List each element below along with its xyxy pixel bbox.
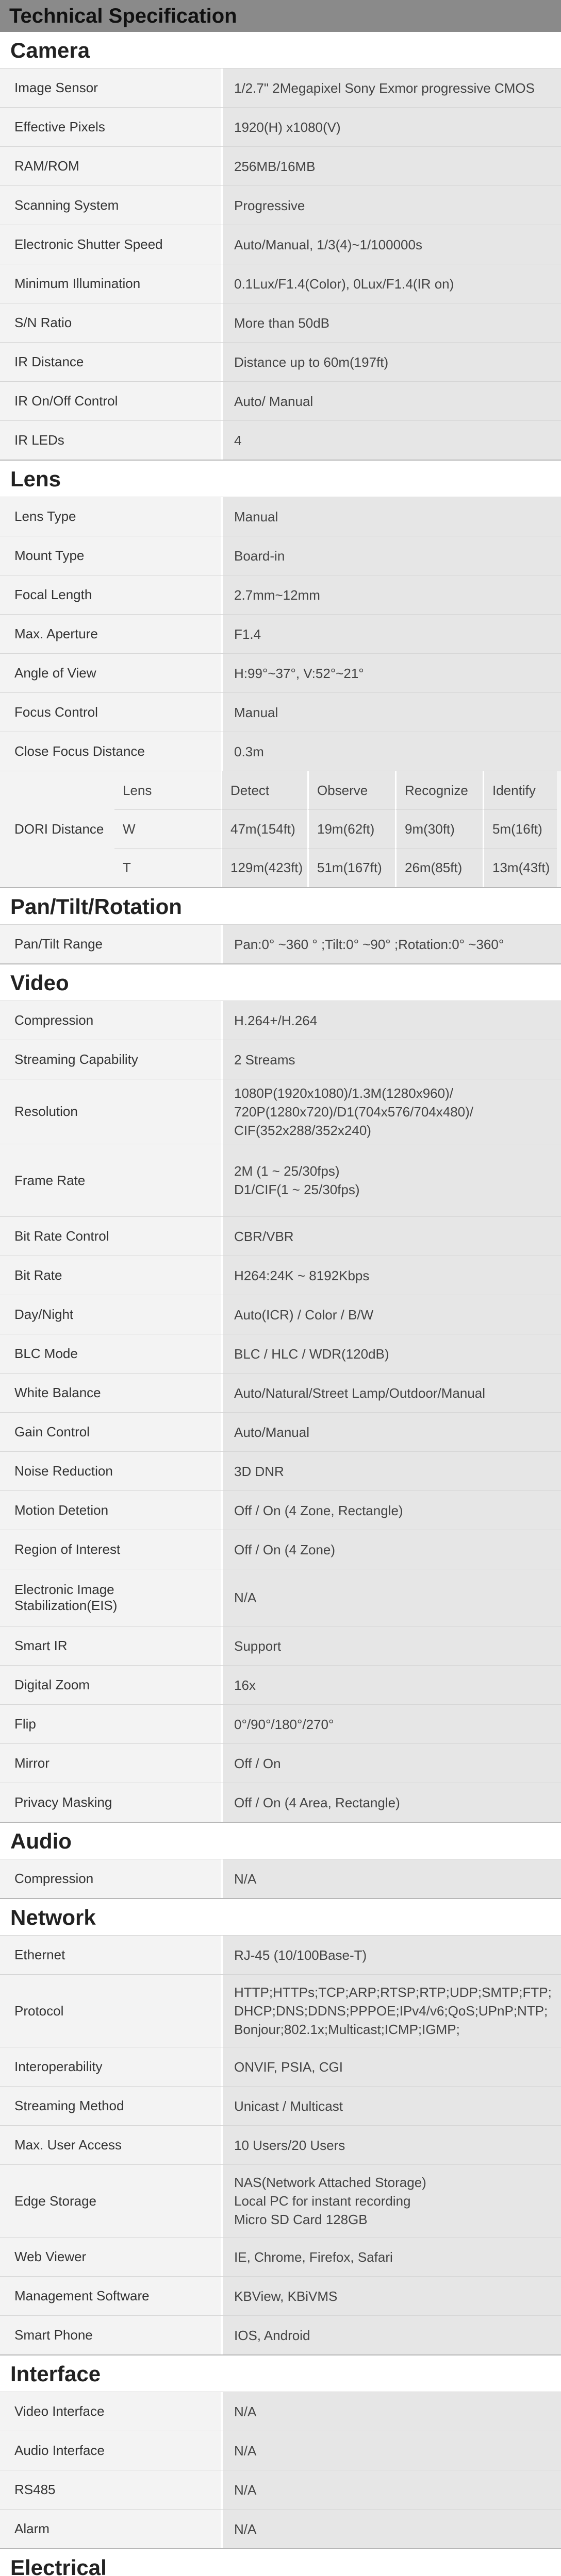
spec-value [221,225,561,264]
spec-row [0,2047,561,2086]
spec-row [0,692,561,732]
spec-row [0,264,561,303]
spec-label: Ethernet [14,1947,65,1962]
spec-value [221,536,561,575]
spec-row [0,1373,561,1412]
spec-label: Region of Interest [14,1541,121,1557]
spec-value-line: Manual [234,509,278,524]
section-header [0,964,561,1001]
spec-value [221,421,561,460]
spec-label: Bit Rate [14,1267,62,1283]
spec-value [221,186,561,225]
dori-cell: W [114,810,221,849]
spec-row [0,2125,561,2164]
page-title: Technical Specification [9,4,237,27]
spec-row [0,2164,561,2237]
spec-value-line: 3D DNR [234,1463,284,1479]
spec-value [221,1569,561,1626]
spec-row [0,2315,561,2354]
spec-label: Streaming Method [14,2098,124,2113]
spec-value-line: F1.4 [234,626,261,642]
spec-label: S/N Ratio [14,315,72,330]
spec-section [0,888,561,964]
spec-row [0,1935,561,1974]
spec-value [221,615,561,653]
dori-header-cell: Identify [483,771,557,810]
spec-label: IR On/Off Control [14,393,118,409]
spec-label: BLC Mode [14,1346,78,1361]
spec-value-line: RJ-45 (10/100Base-T) [234,1947,367,1963]
spec-label: Mount Type [14,548,85,563]
spec-section [0,461,561,888]
section-header [0,32,561,68]
dori-cell: 47m(154ft) [221,810,307,849]
spec-value [221,1705,561,1743]
section-header [0,1899,561,1935]
spec-label: Mirror [14,1755,50,1771]
spec-value-line: Local PC for instant recording [234,2193,411,2209]
spec-value-line: Pan:0° ~360 ° ;Tilt:0° ~90° ;Rotation:0° ~360° [234,936,504,952]
spec-value-line: ONVIF, PSIA, CGI [234,2059,343,2075]
spec-value-line: N/A [234,2443,257,2459]
spec-label: Interoperability [14,2059,103,2074]
spec-container [0,32,561,2576]
section-title: Audio [10,1829,72,1853]
spec-label: Noise Reduction [14,1463,113,1479]
spec-value [221,2238,561,2276]
spec-row [0,1144,561,1216]
spec-value [221,1217,561,1256]
spec-value [221,1001,561,1040]
spec-value [221,693,561,732]
spec-value-line: CBR/VBR [234,1228,294,1244]
spec-value [221,2392,561,2431]
spec-label: Max. User Access [14,2137,122,2153]
spec-value-line: H.264+/H.264 [234,1012,318,1028]
spec-value [221,2316,561,2354]
section-title: Camera [10,38,90,62]
spec-value [221,108,561,146]
spec-label: Pan/Tilt Range [14,936,103,952]
spec-value [221,925,561,963]
spec-section [0,1899,561,2355]
section-header [0,2355,561,2392]
spec-label: Management Software [14,2288,150,2303]
spec-value [221,575,561,614]
spec-value-line: Micro SD Card 128GB [234,2212,368,2227]
spec-label: Bit Rate Control [14,1228,109,1244]
spec-label: Electronic Image Stabilization(EIS) [14,1582,118,1613]
spec-value-line: Auto/Manual [234,1424,309,1440]
spec-value [221,343,561,381]
section-title: Video [10,971,69,995]
spec-value-line: 2M (1 ~ 25/30fps) [234,1163,340,1179]
spec-value [221,2431,561,2470]
spec-row [0,1079,561,1144]
spec-value-line: N/A [234,1871,257,1887]
spec-value [221,1040,561,1079]
spec-row [0,1412,561,1451]
spec-row [0,303,561,342]
spec-label: Angle of View [14,665,96,681]
spec-row [0,1626,561,1665]
spec-value-line: 2.7mm~12mm [234,587,320,603]
spec-value [221,732,561,771]
spec-row [0,1295,561,1334]
spec-row [0,2470,561,2509]
spec-row [0,2237,561,2276]
spec-value [221,1626,561,1665]
spec-value [221,382,561,420]
spec-section [0,964,561,1823]
spec-label: Image Sensor [14,80,98,95]
spec-label: Close Focus Distance [14,743,145,759]
spec-value [221,1256,561,1295]
spec-row [0,1001,561,1040]
spec-value-line: More than 50dB [234,315,330,331]
spec-value [221,1452,561,1490]
spec-label: Audio Interface [14,2443,105,2458]
spec-row [0,1704,561,1743]
spec-value [221,1491,561,1530]
spec-row [0,1783,561,1822]
spec-value-line: Unicast / Multicast [234,2098,343,2114]
spec-row [0,1743,561,1783]
dori-cell: 129m(423ft) [221,849,307,887]
spec-title-bar [0,0,561,32]
spec-value-line: 1920(H) x1080(V) [234,119,341,135]
spec-row [0,653,561,692]
spec-label: Motion Detetion [14,1502,109,1518]
spec-row [0,1256,561,1295]
spec-label: Digital Zoom [14,1677,90,1692]
dori-grid [114,771,561,887]
spec-label: Privacy Masking [14,1794,112,1810]
spec-value-line: Support [234,1638,282,1654]
spec-value [221,1295,561,1334]
spec-value [221,1079,561,1144]
spec-row [0,1665,561,1704]
spec-label: Effective Pixels [14,119,105,134]
spec-row [0,107,561,146]
dori-cell: 9m(30ft) [395,810,483,849]
spec-row [0,575,561,614]
spec-value [221,147,561,185]
section-title: Interface [10,2362,101,2386]
spec-value-line: IOS, Android [234,2327,310,2343]
spec-value-line: 0.1Lux/F1.4(Color), 0Lux/F1.4(IR on) [234,276,454,292]
spec-row [0,381,561,420]
spec-value-line: Off / On [234,1755,281,1771]
spec-row [0,1974,561,2047]
spec-value-line: BLC / HLC / WDR(120dB) [234,1346,389,1362]
spec-label: Smart IR [14,1638,68,1653]
dori-cell: 13m(43ft) [483,849,557,887]
spec-label: Max. Aperture [14,626,98,641]
section-title: Electrical [10,2555,107,2576]
spec-row [0,497,561,536]
spec-row [0,614,561,653]
spec-value-line: N/A [234,1590,257,1605]
spec-value [221,497,561,536]
spec-row [0,2392,561,2431]
spec-value [221,1783,561,1822]
spec-value [221,1936,561,1974]
spec-value [221,69,561,107]
spec-value-line: Off / On (4 Zone) [234,1541,336,1557]
spec-value-line: 0°/90°/180°/270° [234,1716,334,1732]
section-title: Lens [10,467,61,491]
spec-value [221,1334,561,1373]
spec-label: Focus Control [14,704,98,720]
dori-label: DORI Distance [14,821,104,837]
spec-label: RS485 [14,2482,56,2497]
spec-label: IR Distance [14,354,84,369]
spec-value [221,1666,561,1704]
spec-row [0,1334,561,1373]
spec-value-line: 1/2.7" 2Megapixel Sony Exmor progressive CMOS [234,80,535,96]
spec-value-line: Off / On (4 Area, Rectangle) [234,1794,400,1810]
spec-value-line: N/A [234,2403,257,2419]
spec-value [221,1374,561,1412]
spec-value-line: H:99°~37°, V:52°~21° [234,665,364,681]
spec-label: Day/Night [14,1307,74,1322]
spec-row [0,2509,561,2548]
dori-cell: 19m(62ft) [307,810,395,849]
spec-label: Frame Rate [14,1172,86,1188]
spec-label: Protocol [14,2003,64,2019]
spec-label: Electronic Shutter Speed [14,236,163,252]
spec-label: Compression [14,1012,94,1028]
spec-value-line: Auto/Manual, 1/3(4)~1/100000s [234,236,422,252]
spec-value-line: 256MB/16MB [234,158,316,174]
spec-label: Video Interface [14,2403,105,2419]
spec-row [0,1859,561,1898]
section-header [0,2549,561,2576]
spec-row [0,1530,561,1569]
spec-value [221,1744,561,1783]
spec-value-line: CIF(352x288/352x240) [234,1122,371,1138]
spec-row [0,420,561,460]
spec-value [221,1975,561,2047]
spec-row [0,536,561,575]
spec-row [0,2086,561,2125]
spec-row [0,342,561,381]
spec-section [0,2549,561,2576]
spec-row [0,1216,561,1256]
spec-value [221,1413,561,1451]
spec-value-line: HTTP;HTTPs;TCP;ARP;RTSP;RTP;UDP;SMTP;FTP; [234,1985,552,2000]
spec-value [221,303,561,342]
spec-section [0,32,561,461]
spec-value [221,2087,561,2125]
spec-value [221,1859,561,1898]
spec-label: Web Viewer [14,2249,87,2264]
spec-value-line: D1/CIF(1 ~ 25/30fps) [234,1182,360,1197]
spec-label: RAM/ROM [14,158,79,174]
spec-value-line: Auto(ICR) / Color / B/W [234,1307,374,1323]
spec-value [221,654,561,692]
spec-value-line: KBView, KBiVMS [234,2288,338,2304]
spec-value [221,2470,561,2509]
spec-label: Edge Storage [14,2193,97,2209]
spec-value [221,264,561,303]
spec-row [0,1490,561,1530]
spec-value [221,1144,561,1216]
dori-header-cell: Lens [114,771,221,810]
spec-value-line: Auto/Natural/Street Lamp/Outdoor/Manual [234,1385,486,1401]
spec-label: Streaming Capability [14,1052,138,1067]
dori-distance-table [0,771,561,887]
spec-row [0,1451,561,1490]
spec-row [0,225,561,264]
spec-value-line: 10 Users/20 Users [234,2137,345,2153]
dori-cell: 51m(167ft) [307,849,395,887]
spec-value-line: Bonjour;802.1x;Multicast;ICMP;IGMP; [234,2022,460,2037]
spec-value-line: Off / On (4 Zone, Rectangle) [234,1502,403,1518]
dori-header-cell: Detect [221,771,307,810]
spec-value-line: 2 Streams [234,1052,295,1067]
spec-value-line: 1080P(1920x1080)/1.3M(1280x960)/ [234,1085,453,1101]
spec-value-line: Distance up to 60m(197ft) [234,354,389,370]
section-title: Pan/Tilt/Rotation [10,894,182,919]
spec-section [0,2355,561,2549]
spec-value-line: IE, Chrome, Firefox, Safari [234,2249,393,2265]
section-header [0,888,561,924]
spec-row [0,1569,561,1626]
spec-value-line: 4 [234,432,242,448]
spec-label: Alarm [14,2521,50,2536]
spec-value-line: N/A [234,2521,257,2537]
spec-value-line: Board-in [234,548,285,564]
spec-label: Scanning System [14,197,119,213]
section-title: Network [10,1905,96,1929]
spec-value-line: 0.3m [234,743,264,759]
spec-label: Focal Length [14,587,92,602]
dori-header-cell: Observe [307,771,395,810]
spec-value [221,2126,561,2164]
spec-label: White Balance [14,1385,101,1400]
spec-row [0,68,561,107]
section-header [0,461,561,497]
spec-value-line: NAS(Network Attached Storage) [234,2175,426,2190]
spec-row [0,2276,561,2315]
spec-label: Compression [14,1871,94,1886]
spec-row [0,2431,561,2470]
spec-value [221,2510,561,2548]
dori-header-cell: Recognize [395,771,483,810]
spec-value-line: Manual [234,704,278,720]
spec-row [0,1040,561,1079]
spec-value [221,1530,561,1569]
dori-cell: 5m(16ft) [483,810,557,849]
spec-value [221,2277,561,2315]
spec-row [0,732,561,771]
spec-value-line: Progressive [234,197,305,213]
spec-value-line: N/A [234,2482,257,2498]
spec-label: Gain Control [14,1424,90,1439]
spec-label: Resolution [14,1104,78,1119]
spec-row [0,185,561,225]
spec-row [0,924,561,963]
spec-row [0,146,561,185]
spec-label: IR LEDs [14,432,64,448]
dori-cell: T [114,849,221,887]
spec-label: Lens Type [14,509,76,524]
spec-value-line: Auto/ Manual [234,393,314,409]
spec-value-line: 16x [234,1677,256,1693]
spec-value [221,2165,561,2237]
spec-label: Smart Phone [14,2327,93,2343]
spec-section [0,1823,561,1899]
spec-value-line: H264:24K ~ 8192Kbps [234,1267,370,1283]
spec-label: Minimum Illumination [14,276,141,291]
dori-cell: 26m(85ft) [395,849,483,887]
spec-value-line: 720P(1280x720)/D1(704x576/704x480)/ [234,1104,474,1120]
section-header [0,1823,561,1859]
spec-label: Flip [14,1716,36,1732]
spec-value-line: DHCP;DNS;DDNS;PPPOE;IPv4/v6;QoS;UPnP;NTP; [234,2003,548,2019]
spec-value [221,2047,561,2086]
